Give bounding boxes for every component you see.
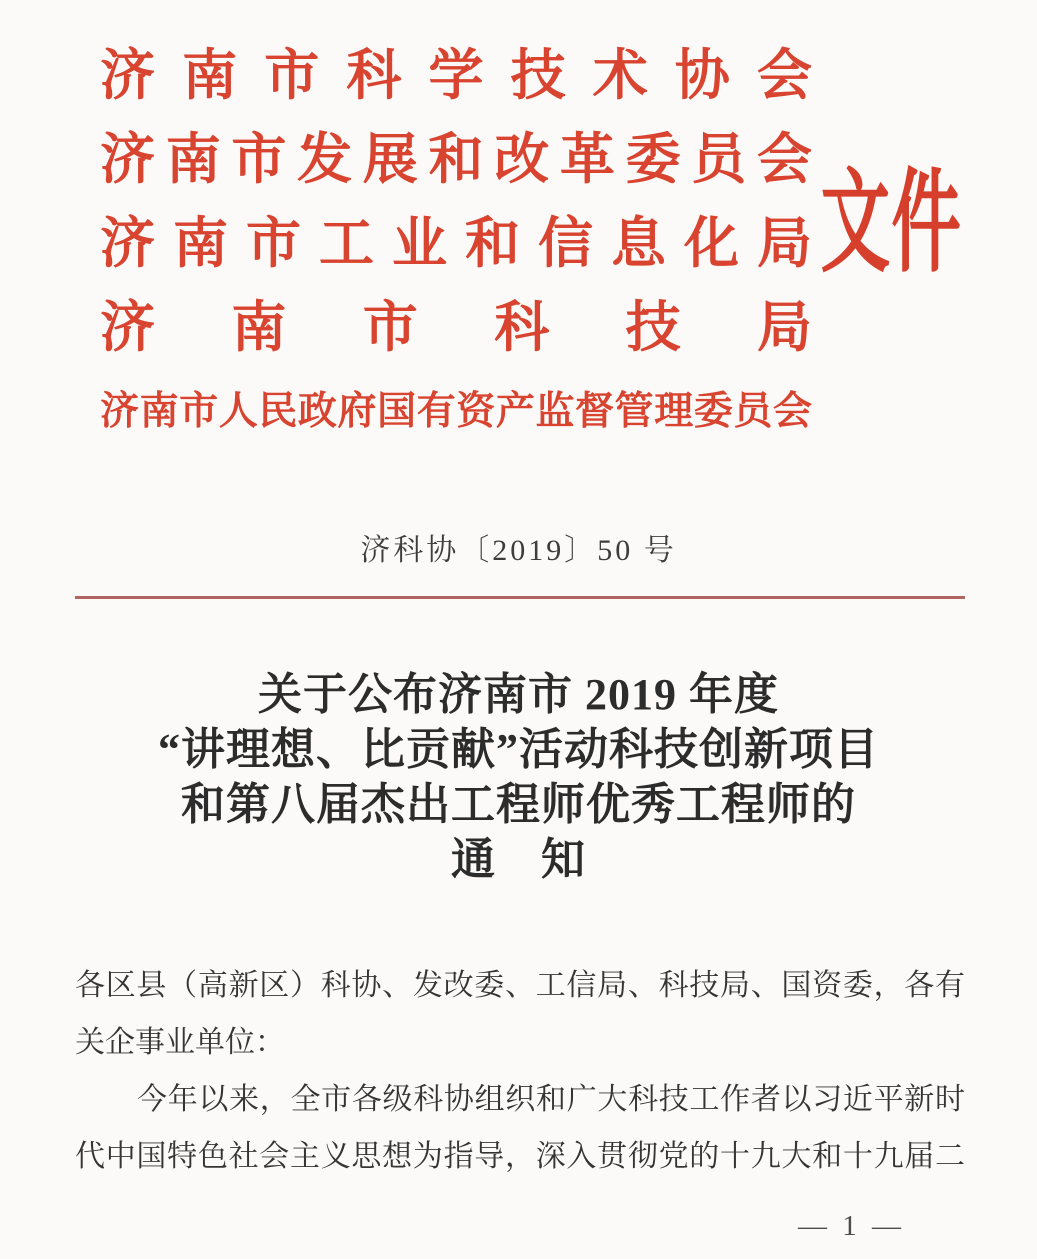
title-line-3: 和第八届杰出工程师优秀工程师的 [181, 780, 856, 829]
document-body [75, 957, 965, 1185]
salutation-line-1: 各区县（高新区）科协、发改委、工信局、科技局、国资委，各有 [75, 969, 965, 1002]
letterhead [0, 0, 1037, 454]
title-line-1: 关于公布济南市 2019 年度 [258, 670, 779, 719]
agency-name-4: 济南市科技局 [100, 297, 812, 358]
document-number: 济科协〔2019〕50 号 [360, 534, 677, 567]
agency-name-list [100, 34, 812, 454]
document-type-label: 文件 [820, 162, 962, 286]
salutation-line-2: 关企事业单位： [75, 1026, 285, 1059]
title-line-4: 通 知 [451, 835, 586, 884]
agency-name-2: 济南市发展和改革委员会 [100, 129, 812, 190]
paragraph-line-1: 今年以来，全市各级科协组织和广大科技工作者以习近平新时 [137, 1083, 965, 1116]
agency-name-5: 济南市人民政府国有资产监督管理委员会 [100, 390, 812, 433]
title-line-2: “讲理想、比贡献”活动科技创新项目 [158, 725, 879, 774]
page-number: — 1 — [798, 1210, 905, 1242]
agency-name-3: 济南市工业和信息化局 [100, 213, 812, 274]
agency-name-1: 济南市科学技术协会 [100, 45, 812, 106]
red-divider-line [75, 596, 965, 599]
paragraph-line-2: 代中国特色社会主义思想为指导，深入贯彻党的十九大和十九届二 [75, 1140, 965, 1173]
document-title [0, 667, 1037, 887]
